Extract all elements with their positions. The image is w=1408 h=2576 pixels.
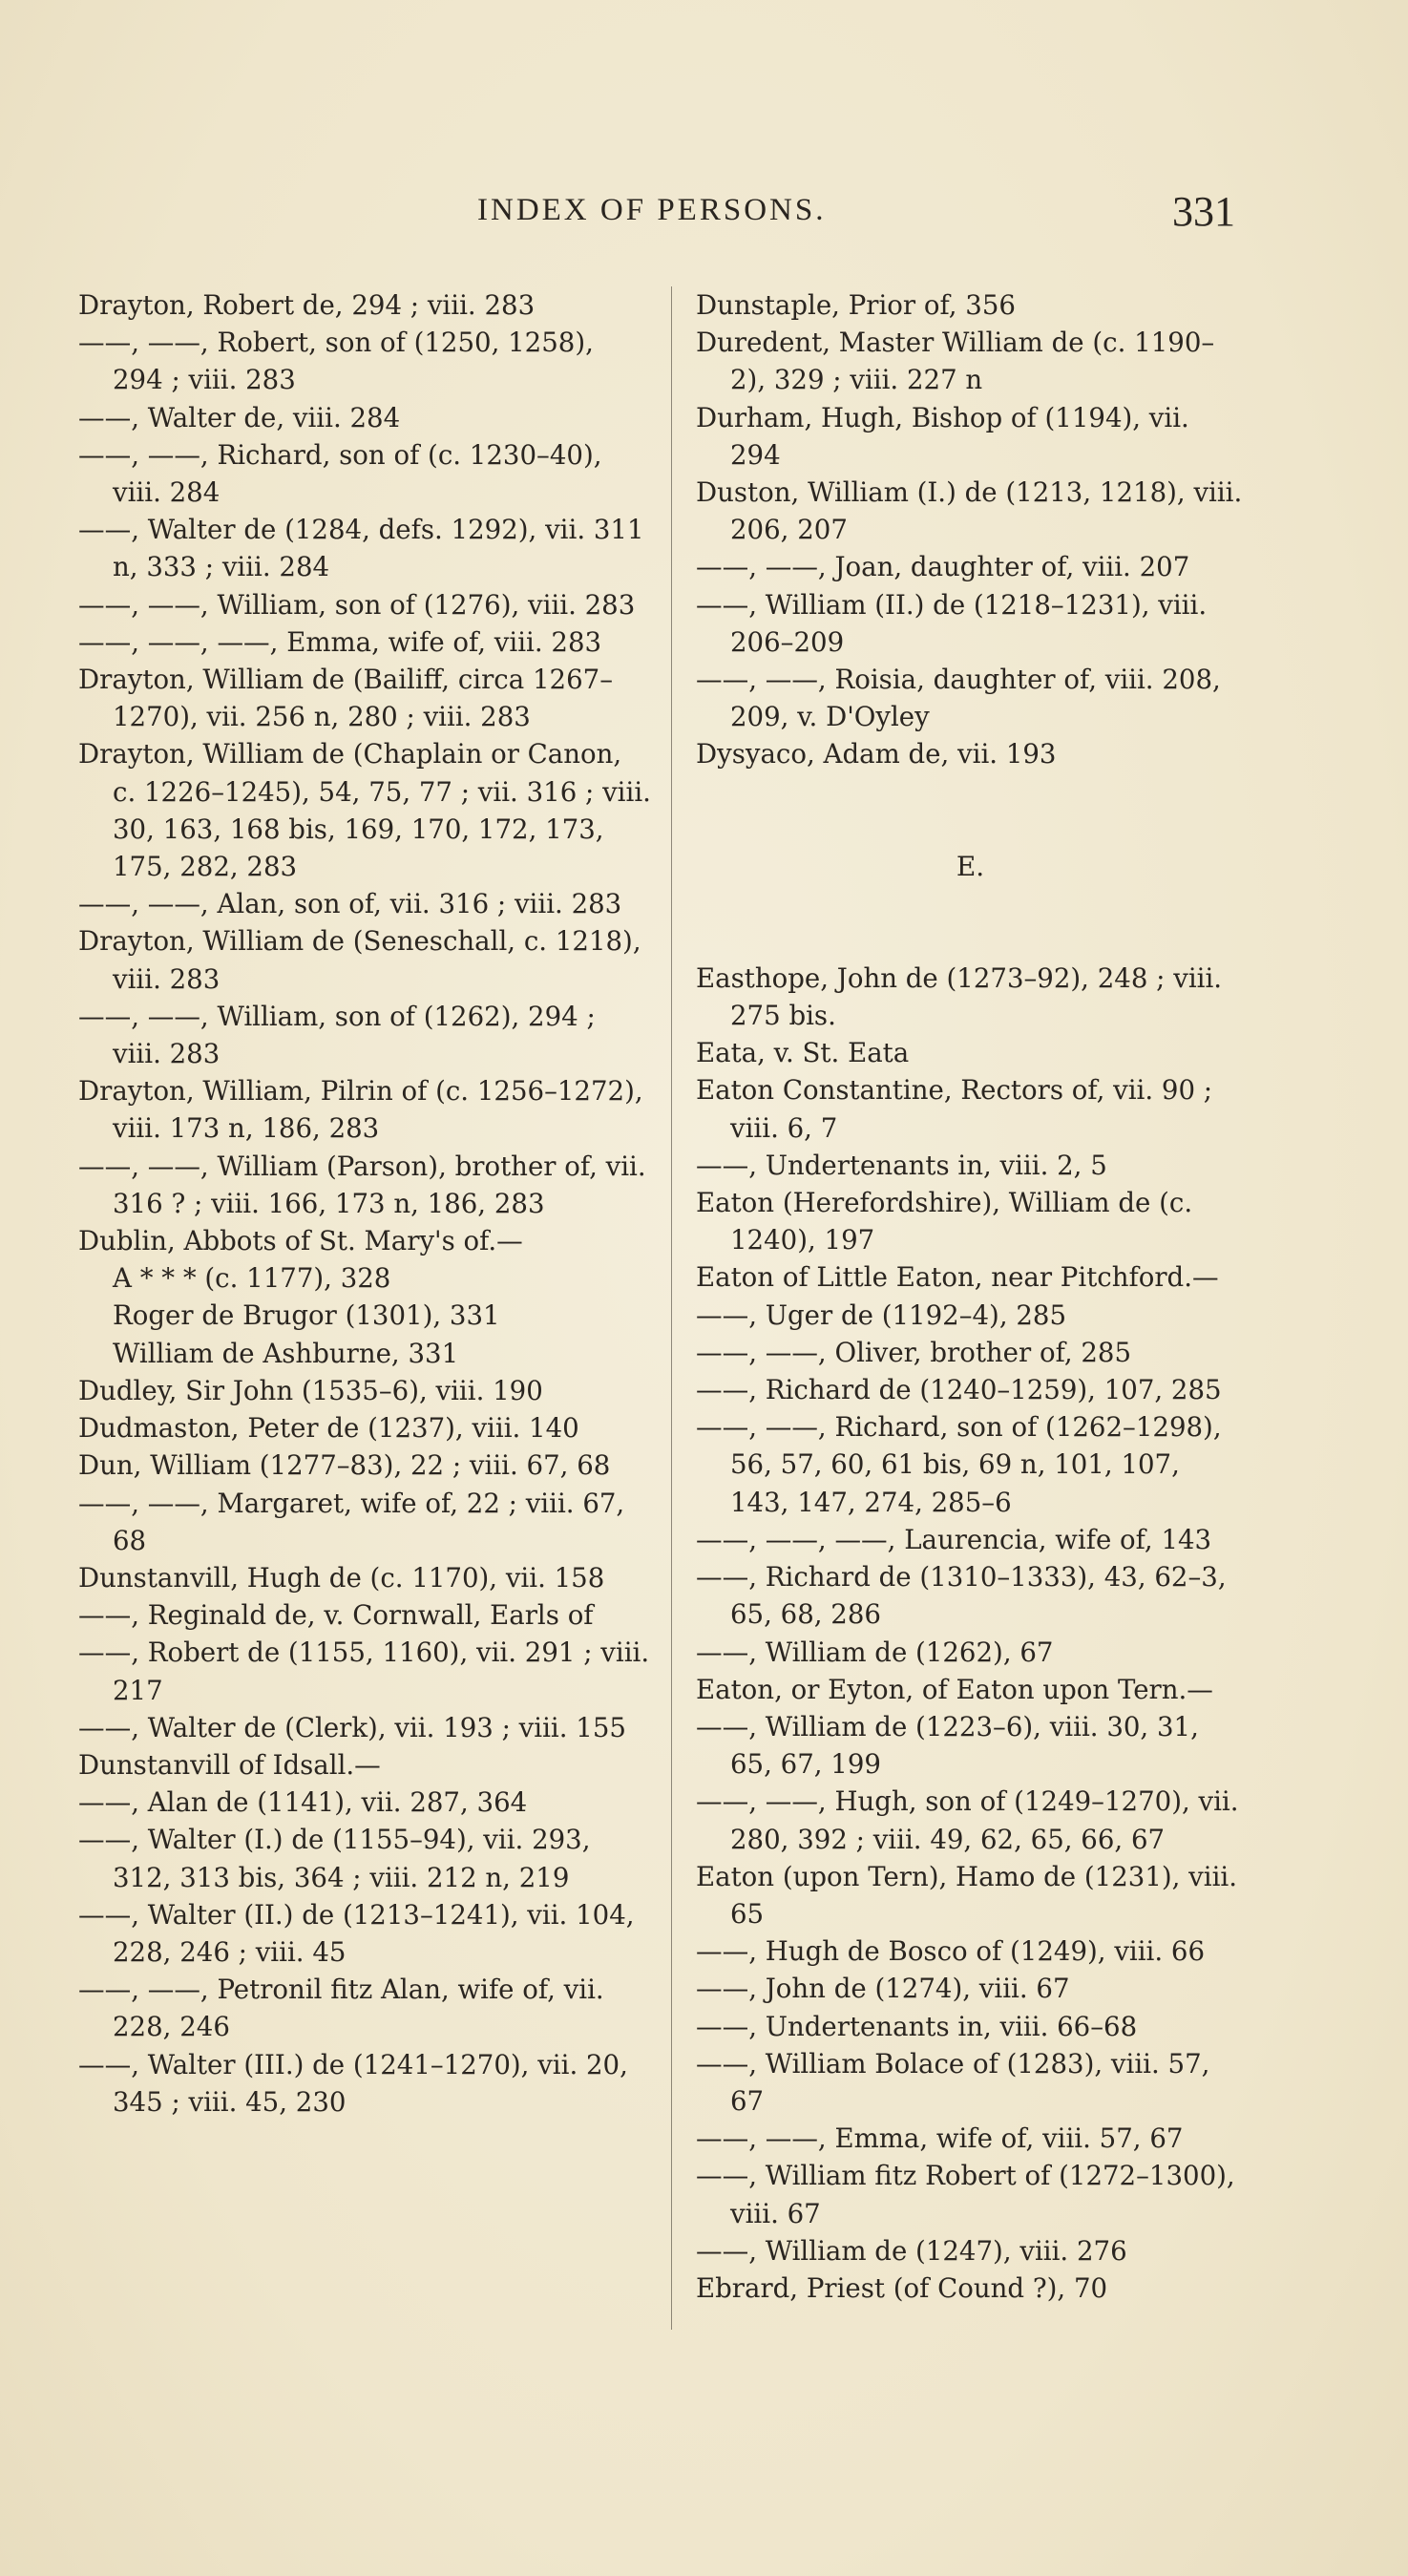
index-entry: ——, ——, William (Parson), brother of, vii. 316 ? ; viii. 166, 173 n, 186, 283 [78, 1150, 646, 1219]
index-subentry: Roger de Brugor (1301), 331 [113, 1299, 500, 1332]
index-entry: ——, ——, Oliver, brother of, 285 [696, 1336, 1132, 1368]
index-entry: Drayton, William, Pilrin of (c. 1256–1272), viii. 173 n, 186, 283 [78, 1075, 643, 1145]
index-entry: ——, ——, Alan, son of, vii. 316 ; viii. 283 [78, 888, 622, 920]
index-entry: ——, Undertenants in, viii. 66–68 [696, 2010, 1138, 2042]
index-entry: ——, Undertenants in, viii. 2, 5 [696, 1149, 1107, 1181]
index-entry: ——, Walter de (1284, defs. 1292), vii. 311 n, 333 ; viii. 284 [78, 514, 644, 583]
index-entry: Duston, William (I.) de (1213, 1218), viii. 206, 207 [696, 476, 1243, 546]
index-entry: ——, ——, Richard, son of (1262–1298), 56, 57, 60, 61 bis, 69 n, 101, 107, 143, 147, 274, 285–6 [696, 1411, 1222, 1518]
index-entry: ——, ——, Margaret, wife of, 22 ; viii. 67, 68 [78, 1487, 625, 1556]
index-entry: ——, ——, Petronil fitz Alan, wife of, vii. 228, 246 [78, 1974, 604, 2043]
index-entry: ——, Alan de (1141), vii. 287, 364 [78, 1786, 528, 1819]
index-entry: ——, William (II.) de (1218–1231), viii. 206–209 [696, 588, 1208, 658]
index-entry: Dunstanvill, Hugh de (c. 1170), vii. 158 [78, 1561, 605, 1594]
index-entry: Ebrard, Priest (of Cound ?), 70 [696, 2271, 1108, 2304]
index-entry: Durham, Hugh, Bishop of (1194), vii. 294 [696, 401, 1189, 471]
index-entry: ——, ——, Hugh, son of (1249–1270), vii. 280, 392 ; viii. 49, 62, 65, 66, 67 [696, 1785, 1239, 1855]
index-entry: ——, ——, William, son of (1276), viii. 283 [78, 588, 636, 621]
index-entry: ——, Walter (II.) de (1213–1241), vii. 104, 228, 246 ; viii. 45 [78, 1898, 635, 1968]
index-entry: ——, Walter (I.) de (1155–94), vii. 293, 312, 313 bis, 364 ; viii. 212 n, 219 [78, 1824, 591, 1893]
column-divider [671, 286, 672, 2330]
index-entry: ——, William de (1247), viii. 276 [696, 2234, 1127, 2267]
index-entry: ——, William Bolace of (1283), viii. 57, 67 [696, 2047, 1210, 2117]
index-entry: Dublin, Abbots of St. Mary's of.— [78, 1225, 523, 1257]
index-entry: ——, ——, Richard, son of (c. 1230–40), viii. 284 [78, 438, 602, 509]
index-entry: ——, ——, Joan, daughter of, viii. 207 [696, 551, 1190, 583]
index-entry: Eaton (upon Tern), Hamo de (1231), viii. 65 [696, 1860, 1238, 1930]
index-entry: ——, Walter de (Clerk), vii. 193 ; viii. 155 [78, 1711, 626, 1743]
index-entry: Eaton of Little Eaton, near Pitchford.— [696, 1261, 1219, 1294]
index-entry: Dunstanvill of Idsall.— [78, 1748, 381, 1781]
index-entry: ——, Richard de (1310–1333), 43, 62–3, 65, 68, 286 [696, 1561, 1227, 1631]
index-entry: ——, ——, Roisia, daughter of, viii. 208, 209, v. D'Oyley [696, 664, 1221, 733]
index-entry: Dysyaco, Adam de, vii. 193 [696, 738, 1057, 771]
index-entry: Dunstaple, Prior of, 356 [696, 289, 1016, 321]
section-letter-heading: E. [956, 850, 985, 882]
index-entry: Dun, William (1277–83), 22 ; viii. 67, 68 [78, 1449, 611, 1482]
index-entry: ——, Walter (III.) de (1241–1270), vii. 20, 345 ; viii. 45, 230 [78, 2048, 628, 2118]
index-entry: ——, ——, ——, Laurencia, wife of, 143 [696, 1523, 1212, 1555]
page-number: 331 [1172, 188, 1235, 235]
index-entry: Eaton (Herefordshire), William de (c. 1240), 197 [696, 1187, 1193, 1256]
index-entry: Drayton, William de (Seneschall, c. 1218), viii. 283 [78, 925, 641, 995]
index-entry: Eata, v. St. Eata [696, 1037, 910, 1069]
index-entry: ——, ——, ——, Emma, wife of, viii. 283 [78, 625, 602, 658]
index-entry: ——, ——, William, son of (1262), 294 ; viii. 283 [78, 1000, 596, 1070]
index-entry: ——, Richard de (1240–1259), 107, 285 [696, 1374, 1222, 1406]
index-entry: ——, William fitz Robert of (1272–1300), viii. 67 [696, 2160, 1235, 2229]
index-entry: Easthope, John de (1273–92), 248 ; viii. 275 bis. [696, 961, 1223, 1032]
index-entry: ——, John de (1274), viii. 67 [696, 1973, 1070, 2005]
index-entry: Eaton, or Eyton, of Eaton upon Tern.— [696, 1673, 1213, 1705]
index-entry: ——, ——, Robert, son of (1250, 1258), 294 ; viii. 283 [78, 327, 594, 396]
index-entry: Dudley, Sir John (1535–6), viii. 190 [78, 1374, 543, 1406]
index-entry: ——, Robert de (1155, 1160), vii. 291 ; viii. 217 [78, 1636, 650, 1706]
left-column [78, 286, 651, 2121]
index-entry: ——, Walter de, viii. 284 [78, 401, 401, 433]
index-entry: Dudmaston, Peter de (1237), viii. 140 [78, 1412, 579, 1445]
running-title: INDEX OF PERSONS. [477, 193, 827, 227]
index-entry: ——, Uger de (1192–4), 285 [696, 1299, 1067, 1331]
index-entry: ——, ——, Emma, wife of, viii. 57, 67 [696, 2122, 1184, 2155]
index-entry: Drayton, William de (Chaplain or Canon, c. 1226–1245), 54, 75, 77 ; vii. 316 ; viii. 30, 163, 168 bis, 169, 170, 172, 173, 175, 282, 283 [78, 738, 651, 883]
index-subentry: A * * * (c. 1177), 328 [113, 1262, 391, 1295]
index-entry: ——, William de (1223–6), viii. 30, 31, 65, 67, 199 [696, 1710, 1199, 1781]
index-entry: ——, Hugh de Bosco of (1249), viii. 66 [696, 1935, 1206, 1968]
index-entry: Duredent, Master William de (c. 1190–2), 329 ; viii. 227 n [696, 327, 1215, 396]
index-subentry: William de Ashburne, 331 [113, 1337, 459, 1369]
index-entry: Drayton, William de (Bailiff, circa 1267–1270), vii. 256 n, 280 ; viii. 283 [78, 664, 613, 733]
right-column [696, 286, 1245, 2307]
index-entry: ——, Reginald de, v. Cornwall, Earls of [78, 1599, 594, 1632]
index-entry: Eaton Constantine, Rectors of, vii. 90 ; viii. 6, 7 [696, 1074, 1213, 1144]
index-entry: Drayton, Robert de, 294 ; viii. 283 [78, 289, 536, 321]
index-entry: ——, William de (1262), 67 [696, 1636, 1054, 1668]
page-header [0, 187, 1408, 244]
